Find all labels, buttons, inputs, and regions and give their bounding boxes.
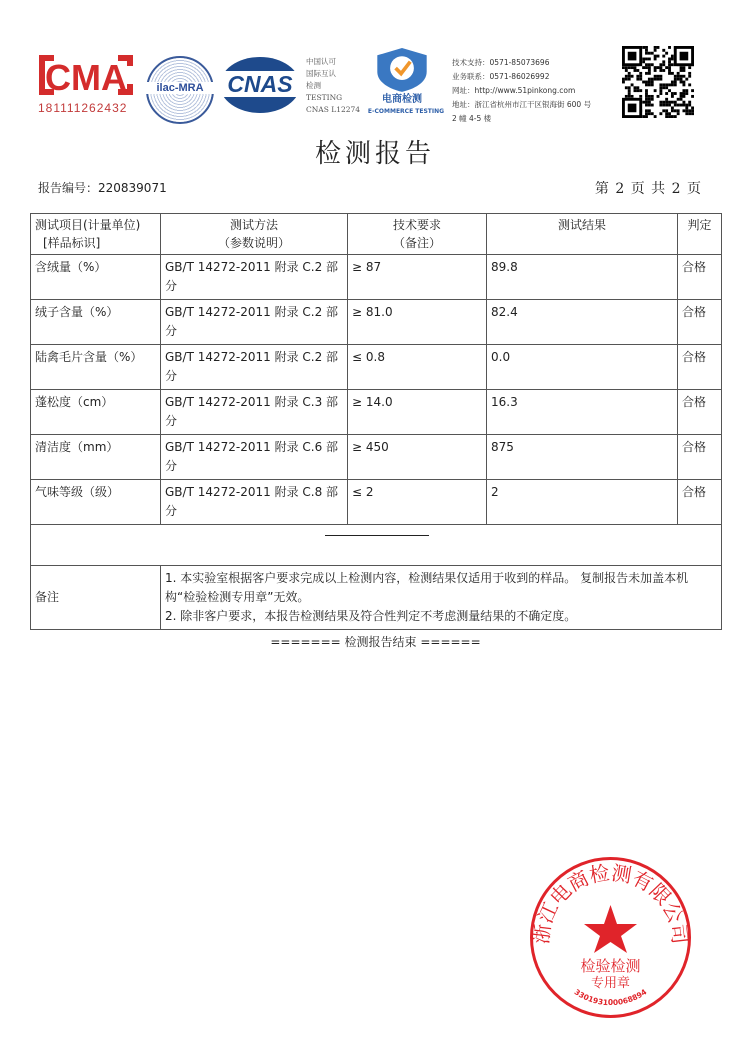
cell-result: 89.8 <box>487 255 678 300</box>
stamp-line-1: 检验检测 <box>580 957 641 975</box>
ecommerce-testing-shield-icon <box>370 46 434 92</box>
table-row <box>31 255 722 300</box>
stamp-number: 330193100068894 <box>572 987 649 1008</box>
page-title: 检测报告 <box>314 139 435 169</box>
cell-requirement: ≥ 14.0 <box>348 390 487 435</box>
header-item: 测试项目(计量单位) [样品标识] <box>31 214 161 255</box>
cnas-logo: CNAS <box>220 57 300 113</box>
header-verdict: 判定 <box>678 214 722 255</box>
cell-requirement: ≥ 81.0 <box>348 300 487 345</box>
cell-result: 2 <box>487 480 678 525</box>
official-seal-stamp <box>528 855 693 1020</box>
cell-item: 陆禽毛片含量（%） <box>31 345 161 390</box>
table-row <box>31 300 722 345</box>
cell-verdict: 合格 <box>678 345 722 390</box>
table-row <box>31 435 722 480</box>
qr-code <box>622 46 694 118</box>
cell-item: 蓬松度（cm） <box>31 390 161 435</box>
svg-text:CMA: CMA <box>45 57 127 98</box>
cell-item: 绒子含量（%） <box>31 300 161 345</box>
report-number: 报告编号：220839071 <box>38 181 167 195</box>
remarks-row <box>31 566 722 630</box>
header-requirement: 技术要求 （备注） <box>348 214 487 255</box>
cell-requirement: ≥ 87 <box>348 255 487 300</box>
table-row <box>31 390 722 435</box>
cnas-accreditation-text: 中国认可 国际互认 检测 TESTING CNAS L12274 <box>306 57 361 114</box>
header-result: 测试结果 <box>487 214 678 255</box>
cell-result: 0.0 <box>487 345 678 390</box>
table-header-row <box>31 214 722 255</box>
cell-method: GB/T 14272-2011 附录 C.8 部分 <box>161 480 348 525</box>
cell-item: 清洁度（mm） <box>31 435 161 480</box>
remarks-text: 1. 本实验室根据客户要求完成以上检测内容，检测结果仅适用于收到的样品。 复制报告未加盖本机构“检验检测专用章”无效。 2. 除非客户要求，本报告检测结果及符合性判定不考虑测量结果的不确定度。 <box>161 566 722 630</box>
cell-verdict: 合格 <box>678 300 722 345</box>
ilac-mra-logo: ilac-MRA <box>146 56 214 124</box>
cell-method: GB/T 14272-2011 附录 C.2 部分 <box>161 300 348 345</box>
cell-method: GB/T 14272-2011 附录 C.6 部分 <box>161 435 348 480</box>
contact-info: 技术支持：0571-85073696 业务联系：0571-86026992 网址：http://www.51pinkong.com 地址：浙江省杭州市江干区银海街 600 号 2 幢 4-5 楼 <box>452 58 592 123</box>
stamp-line-2: 专用章 <box>590 976 631 991</box>
stamp-company-name: 浙江电商检测有限公司 <box>528 860 693 946</box>
cell-result: 82.4 <box>487 300 678 345</box>
table-row <box>31 345 722 390</box>
cell-requirement: ≤ 2 <box>348 480 487 525</box>
cell-method: GB/T 14272-2011 附录 C.2 部分 <box>161 255 348 300</box>
results-section <box>30 213 721 650</box>
cell-requirement: ≥ 450 <box>348 435 487 480</box>
results-table <box>30 213 722 630</box>
cell-verdict: 合格 <box>678 435 722 480</box>
cma-number: 181111262432 <box>38 101 128 115</box>
report-end-marker: ======= 检测报告结束 ====== <box>270 635 481 649</box>
cell-verdict: 合格 <box>678 480 722 525</box>
ecommerce-logo-cn: 电商检测 <box>382 94 422 105</box>
table-row <box>31 480 722 525</box>
ecommerce-logo-en: E-COMMERCE TESTING <box>367 108 445 115</box>
divider-line <box>325 535 429 536</box>
empty-row <box>31 525 722 566</box>
star-icon <box>584 905 637 953</box>
cell-result: 875 <box>487 435 678 480</box>
cell-method: GB/T 14272-2011 附录 C.2 部分 <box>161 345 348 390</box>
header-method: 测试方法 （参数说明） <box>161 214 348 255</box>
page-number: 第 2 页 共 2 页 <box>594 181 702 197</box>
cell-requirement: ≤ 0.8 <box>348 345 487 390</box>
cma-logo <box>36 52 136 102</box>
cell-method: GB/T 14272-2011 附录 C.3 部分 <box>161 390 348 435</box>
remarks-label: 备注 <box>31 566 161 630</box>
cell-result: 16.3 <box>487 390 678 435</box>
cell-item: 含绒量（%） <box>31 255 161 300</box>
cell-verdict: 合格 <box>678 255 722 300</box>
cell-item: 气味等级（级） <box>31 480 161 525</box>
cell-verdict: 合格 <box>678 390 722 435</box>
